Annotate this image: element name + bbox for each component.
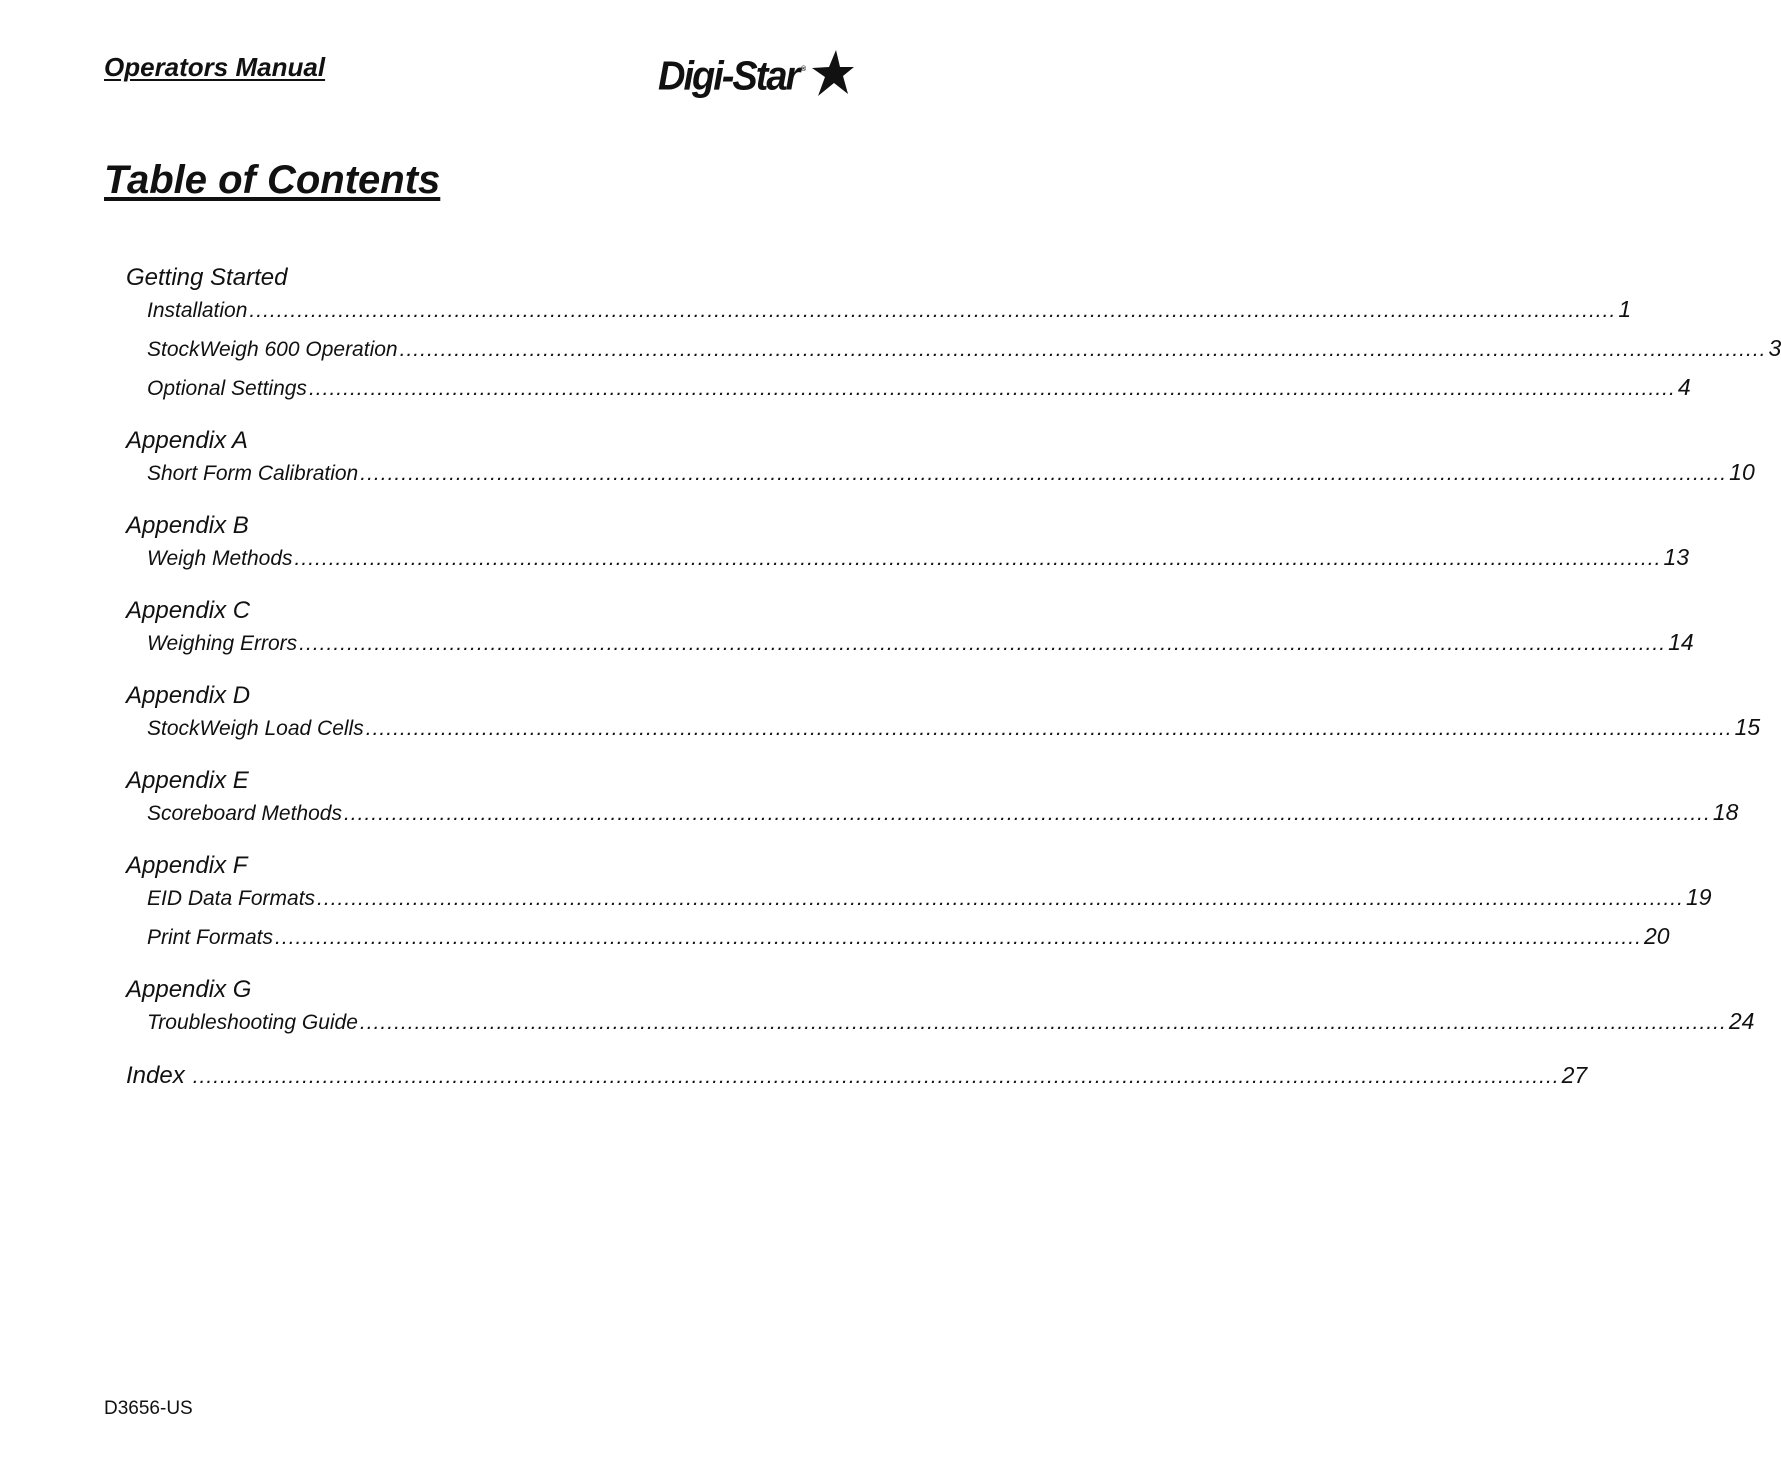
toc-entry-label: Installation — [147, 299, 248, 322]
digi-star-logo — [656, 50, 856, 102]
toc-section — [126, 680, 1761, 751]
dot-leader: ........................................................................................................................................................................................................ — [308, 377, 1676, 400]
toc-section-heading: Getting Started — [126, 264, 288, 291]
dot-leader: ........................................................................................................................................................................................................ — [294, 547, 1662, 570]
toc-section-heading: Appendix A — [126, 427, 248, 454]
toc-entry[interactable] — [126, 797, 1739, 836]
toc-index-page-number: 27 — [1561, 1062, 1588, 1088]
manual-title: Operators Manual — [104, 52, 326, 82]
toc-entry-label: Short Form Calibration — [147, 462, 359, 485]
toc-section — [126, 850, 1712, 960]
toc-entry[interactable] — [126, 372, 1691, 411]
toc-section-heading: Appendix D — [126, 682, 251, 709]
dot-leader: ........................................................................................................................................................................................................ — [343, 802, 1711, 825]
toc-entry-page-number: 14 — [1668, 629, 1694, 655]
toc-entry-page-number: 24 — [1728, 1008, 1755, 1034]
toc-entry-label: Print Formats — [147, 926, 274, 949]
toc-entry[interactable] — [126, 333, 1781, 372]
dot-leader: ........................................................................................................................................................................................................ — [192, 1065, 1560, 1088]
toc-entry[interactable] — [126, 627, 1694, 666]
dot-leader: ........................................................................................................................................................................................................ — [317, 887, 1684, 910]
toc-entry-page-number: 10 — [1729, 459, 1755, 485]
registered-mark: ® — [801, 66, 807, 73]
dot-leader: ........................................................................................................................................................................................................ — [249, 299, 1617, 322]
toc-section-heading: Appendix F — [126, 852, 248, 879]
toc-entry-page-number: 15 — [1734, 714, 1761, 740]
toc-section — [126, 262, 1781, 411]
toc-entry[interactable] — [126, 882, 1712, 921]
toc-entry-label: EID Data Formats — [147, 887, 316, 910]
toc-entry-page-number: 20 — [1643, 923, 1670, 949]
toc-section — [126, 425, 1755, 496]
page-title: Table of Contents — [104, 158, 441, 202]
toc-section — [126, 974, 1755, 1045]
toc-entry-page-number: 13 — [1663, 544, 1690, 570]
toc-section-heading: Appendix C — [126, 597, 251, 624]
document-code: D3656-US — [104, 1398, 193, 1419]
toc-section-heading: Appendix B — [126, 512, 249, 539]
toc-entry-label: Scoreboard Methods — [147, 802, 342, 825]
toc-entry-page-number: 4 — [1677, 374, 1691, 400]
toc-entry-page-number: 3 — [1768, 335, 1781, 361]
dot-leader: ........................................................................................................................................................................................................ — [365, 717, 1733, 740]
toc-section-heading: Appendix G — [126, 976, 252, 1003]
toc-entry-label: Troubleshooting Guide — [147, 1011, 358, 1034]
dot-leader: ........................................................................................................................................................................................................ — [399, 338, 1767, 361]
dot-leader: ........................................................................................................................................................................................................ — [299, 632, 1667, 655]
toc-entry[interactable] — [126, 294, 1632, 333]
toc-entry[interactable] — [126, 712, 1761, 751]
toc-entry-label: Optional Settings — [147, 377, 307, 400]
toc-entry[interactable] — [126, 921, 1670, 960]
toc-section — [126, 595, 1694, 666]
toc-section — [126, 510, 1690, 581]
toc-entry[interactable] — [126, 542, 1690, 581]
toc-index-entry[interactable] — [126, 1059, 1588, 1093]
star-icon — [804, 48, 854, 98]
toc-entry[interactable] — [126, 457, 1755, 496]
logo-text: Digi-Star — [658, 54, 799, 100]
dot-leader: ........................................................................................................................................................................................................ — [360, 462, 1728, 485]
toc-entry-label: StockWeigh 600 Operation — [147, 338, 398, 361]
toc-entry-page-number: 19 — [1685, 884, 1712, 910]
dot-leader: ........................................................................................................................................................................................................ — [275, 926, 1642, 949]
toc-entry[interactable] — [126, 1006, 1755, 1045]
dot-leader: ........................................................................................................................................................................................................ — [359, 1011, 1727, 1034]
table-of-contents — [126, 262, 1781, 1093]
toc-entry-page-number: 18 — [1712, 799, 1739, 825]
toc-section — [126, 765, 1739, 836]
toc-entry-label: StockWeigh Load Cells — [147, 717, 364, 740]
toc-entry-label: Weighing Errors — [147, 632, 298, 655]
toc-index-label: Index — [126, 1062, 185, 1089]
toc-section-heading: Appendix E — [126, 767, 249, 794]
toc-entry-page-number: 1 — [1618, 296, 1632, 322]
toc-entry-label: Weigh Methods — [147, 547, 293, 570]
